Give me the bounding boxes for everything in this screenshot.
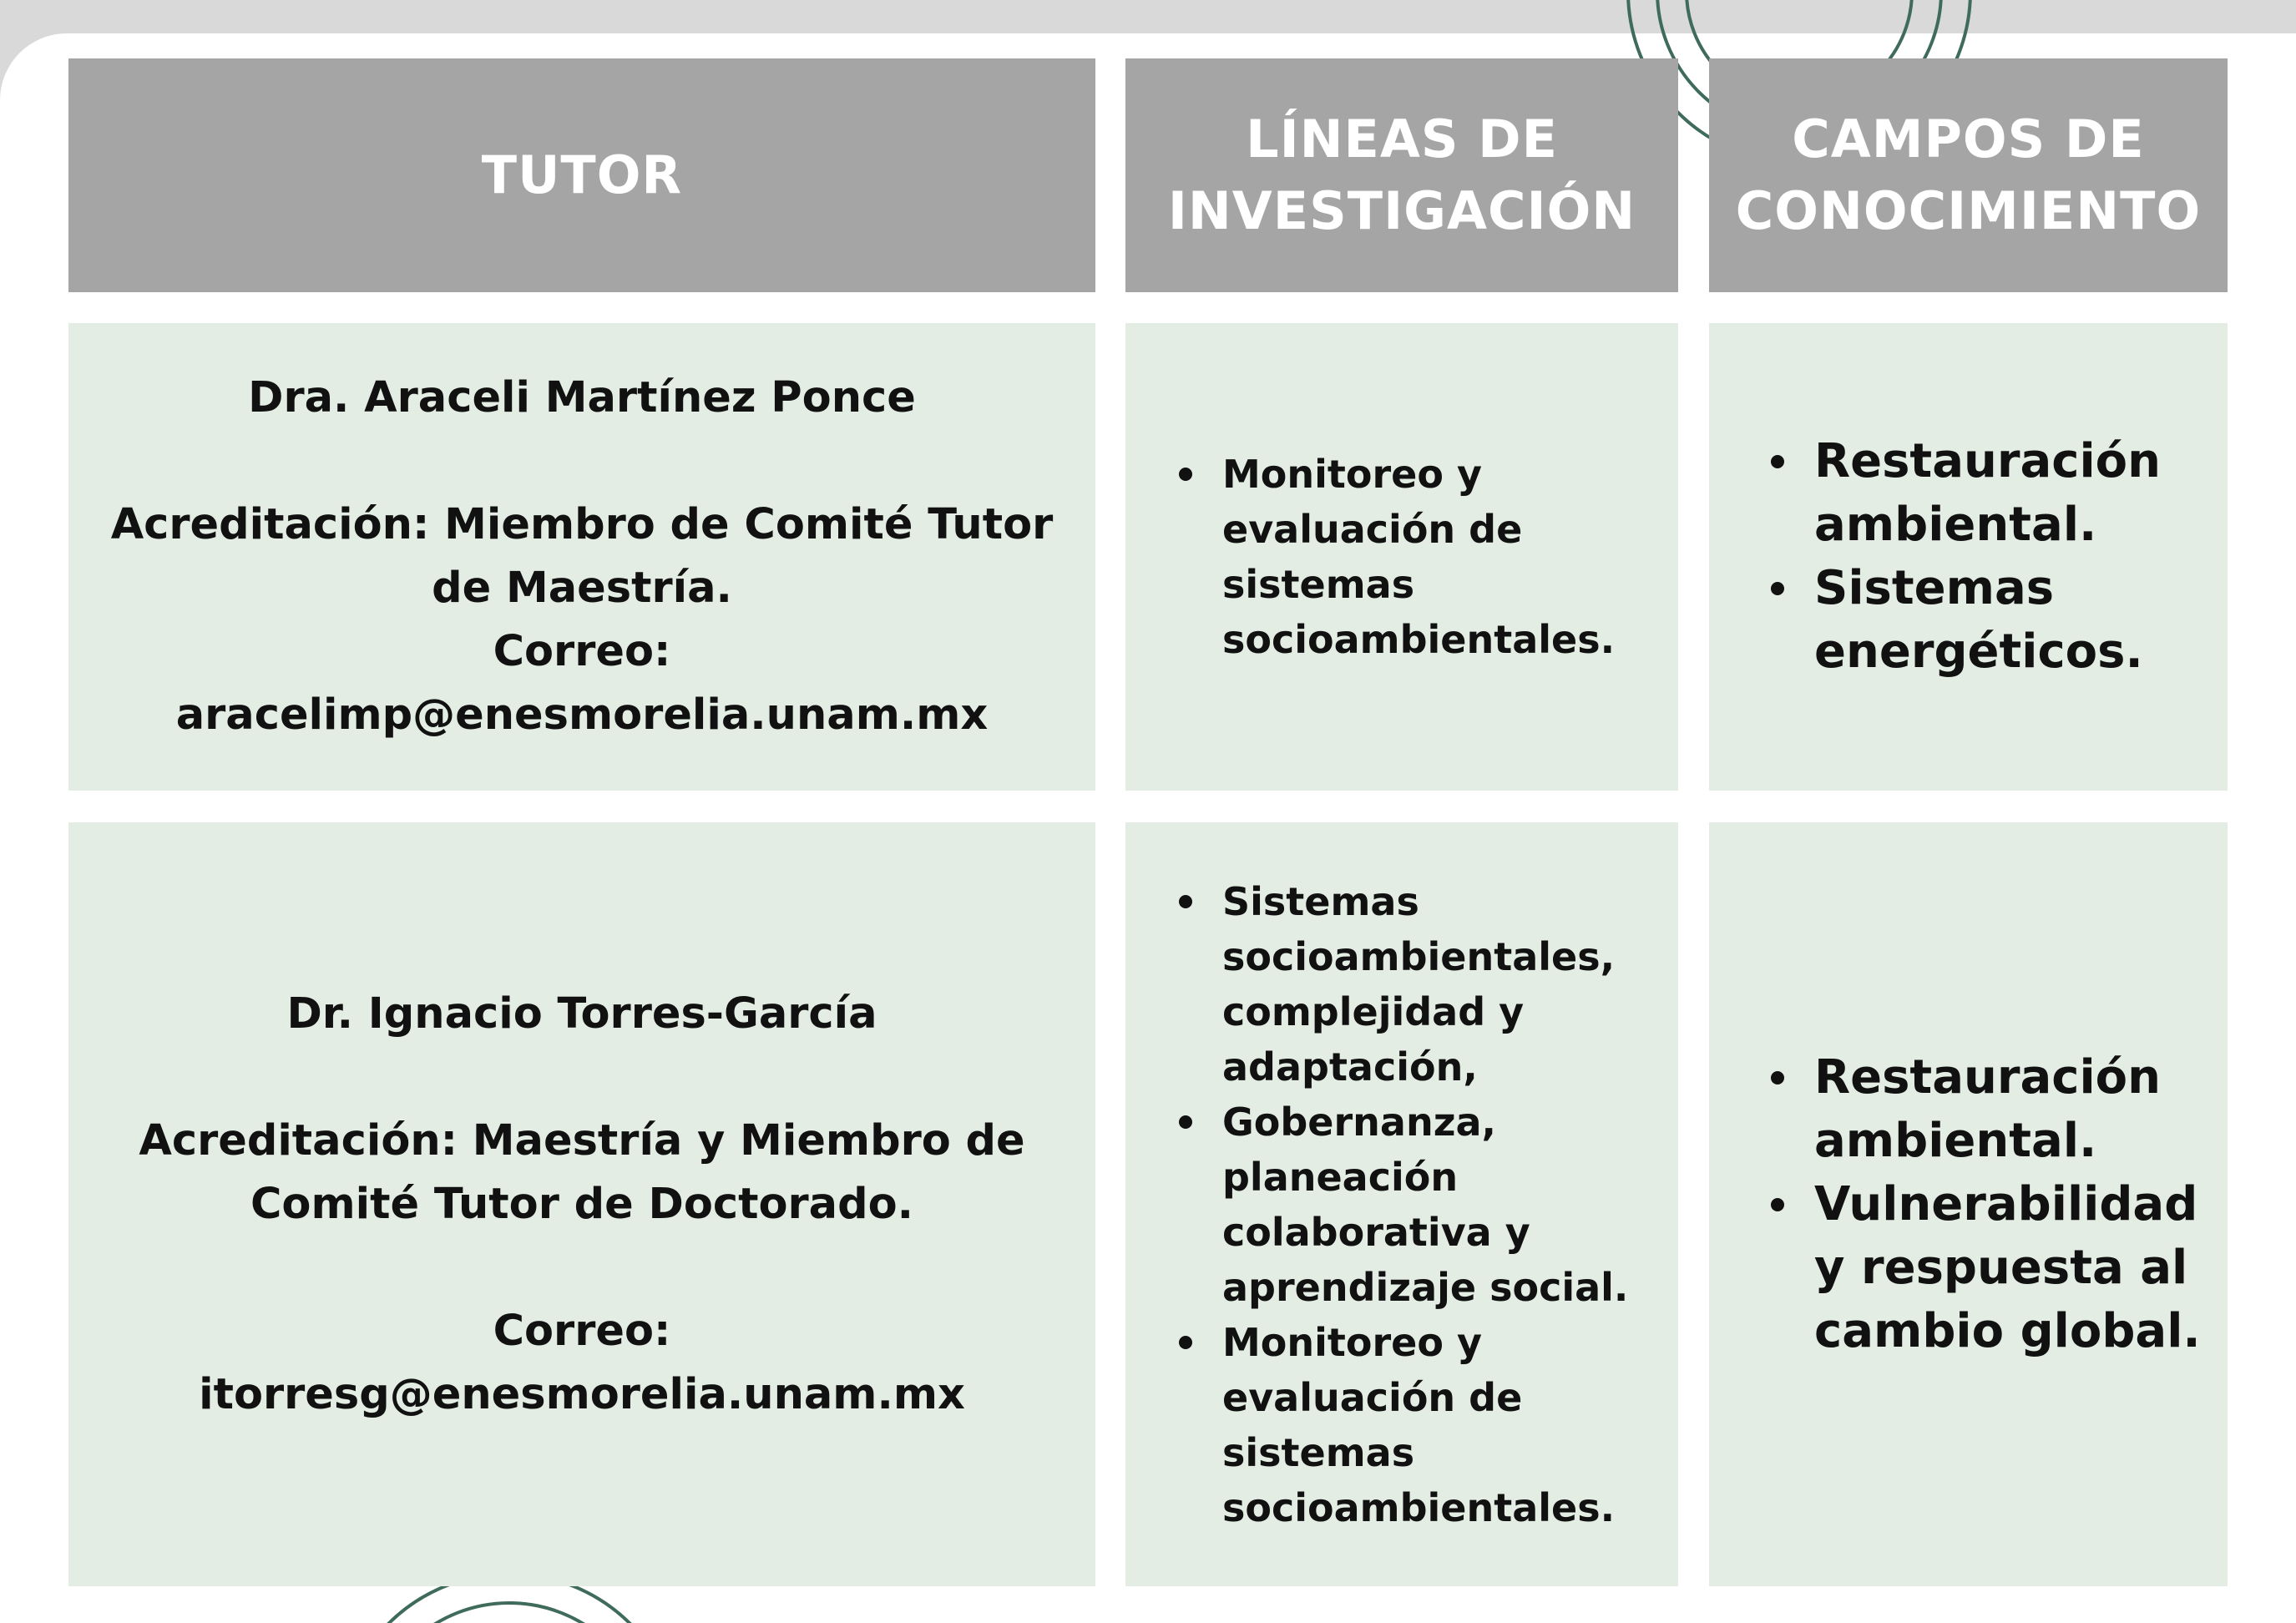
row2-tutor-name: Dr. Ignacio Torres-García [286,988,877,1039]
list-item [1176,1315,1628,1535]
list-item [1176,874,1628,1095]
list-item-line: evaluación de [1222,1374,1523,1420]
header-campos [1709,58,2228,292]
list-item-line: colaborativa y [1222,1209,1530,1255]
row2-accreditation-line1: Acreditación: Maestría y Miembro de [139,1115,1025,1165]
list-item-line: cambio global. [1814,1303,2201,1358]
list-item-line: complejidad y [1222,988,1525,1034]
row1-accreditation-line2: de Maestría. [432,564,732,613]
row1-fields-cell [1709,323,2228,791]
row2-lines-list [1176,874,1628,1535]
list-item [1176,447,1615,667]
row1-lines-list [1176,447,1615,667]
row1-email-label: Correo: [493,627,671,676]
list-item-line: aprendizaje social. [1222,1264,1629,1310]
row2-email-label: Correo: [493,1306,671,1356]
list-item-line: ambiental. [1814,1113,2097,1168]
list-item-line: adaptación, [1222,1044,1478,1090]
row1-email[interactable]: aracelimp@enesmorelia.unam.mx [175,690,989,740]
list-item-line: Monitoreo y [1222,452,1482,497]
list-item-line: Monitoreo y [1222,1319,1482,1365]
row2-email[interactable]: itorresg@enesmorelia.unam.mx [199,1369,965,1419]
row2-tutor-cell [68,822,1095,1586]
list-item-line: socioambientales, [1222,933,1616,979]
list-item-line: Vulnerabilidad [1814,1176,2198,1231]
row1-lines-cell [1125,323,1678,791]
row2-lines-cell [1125,822,1678,1586]
list-item-line: socioambientales. [1222,617,1616,662]
list-item-line: y respuesta al [1814,1240,2188,1295]
list-item-line: Restauración [1814,1049,2161,1105]
list-item [1768,1046,2201,1173]
row1-tutor-cell [68,323,1095,791]
list-item-line: ambiental. [1814,498,2097,552]
list-item [1768,557,2161,684]
header-campos-line1: CAMPOS DE [1792,109,2145,169]
list-item [1176,1095,1628,1315]
header-lineas [1125,58,1678,292]
list-item-line: planeación [1222,1154,1459,1200]
list-item-line: sistemas [1222,1429,1415,1475]
row2-fields-cell [1709,822,2228,1586]
row1-fields-list [1768,430,2161,684]
row1-tutor-name: Dra. Araceli Martínez Ponce [248,373,916,422]
list-item-line: Gobernanza, [1222,1099,1496,1145]
list-item-line: evaluación de [1222,507,1523,552]
row2-accreditation-line2: Comité Tutor de Doctorado. [250,1179,913,1229]
list-item-line: energéticos. [1814,624,2143,679]
list-item-line: Sistemas [1814,561,2055,615]
row2-fields-list [1768,1046,2201,1363]
list-item-line: Sistemas [1222,878,1419,924]
header-tutor [68,58,1095,292]
row1-accreditation-line1: Acreditación: Miembro de Comité Tutor [110,500,1054,549]
list-item-line: Restauración [1814,434,2161,488]
list-item [1768,1173,2201,1363]
header-campos-line2: CONOCIMIENTO [1735,180,2202,241]
header-tutor-label: TUTOR [481,144,683,205]
list-item-line: socioambientales. [1222,1484,1616,1530]
list-item-line: sistemas [1222,562,1415,607]
header-lineas-line2: INVESTIGACIÓN [1167,180,1636,241]
list-item [1768,430,2161,557]
header-lineas-line1: LÍNEAS DE [1246,109,1558,169]
